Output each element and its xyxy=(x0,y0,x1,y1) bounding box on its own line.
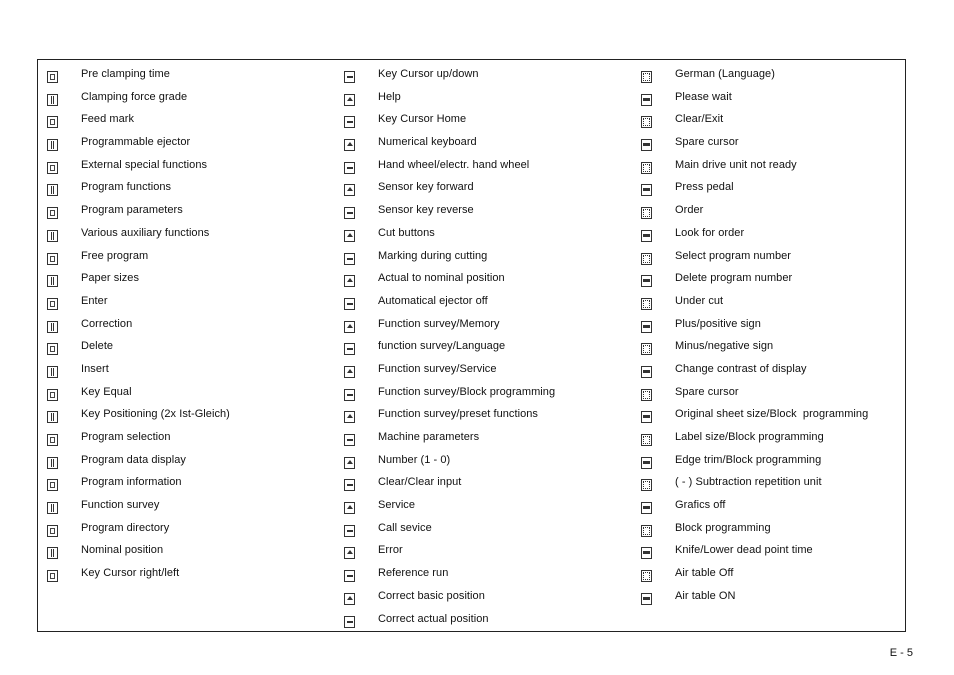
legend-label: Grafics off xyxy=(675,499,726,512)
legend-label: Look for order xyxy=(675,226,745,239)
key-cursor-right-left-icon xyxy=(47,570,58,582)
legend-label: Delete xyxy=(81,340,114,353)
legend-label: Reference run xyxy=(378,567,449,580)
legend-row xyxy=(341,337,631,360)
minus-sign-icon xyxy=(641,343,652,355)
paper-sizes-icon xyxy=(47,275,58,287)
legend-label: Key Cursor Home xyxy=(378,113,467,126)
legend-label: Service xyxy=(378,499,416,512)
legend-row xyxy=(44,156,334,179)
order-icon xyxy=(641,207,652,219)
number-icon xyxy=(344,457,355,469)
legend-row xyxy=(44,224,334,247)
marking-during-cutting-icon xyxy=(344,253,355,265)
look-for-order-icon xyxy=(641,230,652,242)
legend-label: Call sevice xyxy=(378,521,432,534)
legend-label: Function survey/Memory xyxy=(378,317,500,330)
legend-label: Pre clamping time xyxy=(81,68,170,80)
legend-label: Correction xyxy=(81,317,133,330)
legend-row xyxy=(638,519,903,542)
legend-label: Number (1 - 0) xyxy=(378,453,451,466)
under-cut-icon xyxy=(641,298,652,310)
legend-label: Machine parameters xyxy=(378,431,480,443)
function-survey-service-icon xyxy=(344,366,355,378)
free-program-icon xyxy=(47,253,58,265)
column-3 xyxy=(638,65,903,610)
program-parameters-icon xyxy=(47,207,58,219)
legend-label: Original sheet size/Block programming xyxy=(675,408,869,421)
legend-row xyxy=(44,315,334,338)
legend-row xyxy=(638,133,903,156)
edge-trim-icon xyxy=(641,457,652,469)
subtraction-repetition-unit-icon xyxy=(641,479,652,491)
legend-label: Automatical ejector off xyxy=(378,294,488,307)
program-directory-icon xyxy=(47,525,58,537)
legend-label: Free program xyxy=(81,249,149,262)
legend-row xyxy=(341,405,631,428)
legend-label: Key Equal xyxy=(81,385,132,398)
legend-row xyxy=(638,383,903,406)
program-information-icon xyxy=(47,479,58,491)
legend-label: Delete program number xyxy=(675,272,793,285)
legend-row xyxy=(44,247,334,270)
function-survey-block-programming-icon xyxy=(344,389,355,401)
key-cursor-home-icon xyxy=(344,116,355,128)
machine-parameters-icon xyxy=(344,434,355,446)
function-survey-preset-functions-icon xyxy=(344,411,355,423)
legend-row xyxy=(44,383,334,406)
press-pedal-icon xyxy=(641,184,652,196)
main-drive-unit-not-ready-icon xyxy=(641,162,652,174)
change-contrast-icon xyxy=(641,366,652,378)
legend-label: Function survey/Block programming xyxy=(378,385,556,398)
legend-row xyxy=(44,496,334,519)
legend-label: Knife/Lower dead point time xyxy=(675,544,813,557)
legend-label: External special functions xyxy=(81,158,208,171)
legend-label: Under cut xyxy=(675,294,724,307)
legend-row xyxy=(44,337,334,360)
legend-label: Sensor key forward xyxy=(378,181,474,194)
legend-label: Hand wheel/electr. hand wheel xyxy=(378,158,530,171)
legend-row xyxy=(341,269,631,292)
legend-label: Numerical keyboard xyxy=(378,136,477,149)
cut-buttons-icon xyxy=(344,230,355,242)
legend-row xyxy=(341,383,631,406)
legend-row xyxy=(44,133,334,156)
call-service-icon xyxy=(344,525,355,537)
legend-label: Block programming xyxy=(675,521,771,534)
sensor-key-reverse-icon xyxy=(344,207,355,219)
legend-label: Air table Off xyxy=(675,567,734,580)
legend-row xyxy=(638,428,903,451)
program-selection-icon xyxy=(47,434,58,446)
legend-row xyxy=(638,541,903,564)
legend-label: Program selection xyxy=(81,431,171,443)
legend-row xyxy=(341,133,631,156)
insert-icon xyxy=(47,366,58,378)
legend-label: Correct actual position xyxy=(378,612,489,625)
legend-row xyxy=(341,224,631,247)
legend-row xyxy=(638,292,903,315)
legend-row xyxy=(638,587,903,610)
legend-label: Paper sizes xyxy=(81,272,140,285)
help-icon xyxy=(344,94,355,106)
actual-to-nominal-position-icon xyxy=(344,275,355,287)
function-survey-memory-icon xyxy=(344,321,355,333)
legend-row xyxy=(341,201,631,224)
correct-actual-position-icon xyxy=(344,616,355,628)
legend-label: Key Cursor right/left xyxy=(81,567,180,580)
legend-row xyxy=(44,65,334,88)
legend-row xyxy=(44,88,334,111)
legend-label: Program data display xyxy=(81,453,186,466)
legend-row xyxy=(638,178,903,201)
legend-label: Cut buttons xyxy=(378,226,435,239)
page-number: E - 5 xyxy=(889,647,913,659)
legend-row xyxy=(341,110,631,133)
legend-row xyxy=(638,247,903,270)
legend-row xyxy=(44,292,334,315)
external-special-functions-icon xyxy=(47,162,58,174)
program-functions-icon xyxy=(47,184,58,196)
numerical-keyboard-icon xyxy=(344,139,355,151)
legend-label: Main drive unit not ready xyxy=(675,158,797,171)
legend-row xyxy=(341,541,631,564)
legend-label: Clear/Clear input xyxy=(378,476,462,489)
symbol-legend-table xyxy=(37,59,906,632)
legend-label: Enter xyxy=(81,294,108,307)
various-auxiliary-functions-icon xyxy=(47,230,58,242)
legend-row xyxy=(638,201,903,224)
spare-cursor-icon xyxy=(641,139,652,151)
column-2 xyxy=(341,65,631,632)
legend-label: Program functions xyxy=(81,181,172,194)
legend-label: Help xyxy=(378,90,401,103)
legend-row xyxy=(44,564,334,587)
legend-row xyxy=(341,496,631,519)
legend-label: Various auxiliary functions xyxy=(81,226,210,239)
reference-run-icon xyxy=(344,570,355,582)
legend-label: Change contrast of display xyxy=(675,362,807,375)
grafics-off-icon xyxy=(641,502,652,514)
legend-label: Program information xyxy=(81,476,182,489)
label-size-icon xyxy=(641,434,652,446)
legend-label: Program parameters xyxy=(81,204,183,217)
legend-row xyxy=(44,473,334,496)
legend-row xyxy=(44,405,334,428)
legend-row xyxy=(341,428,631,451)
enter-icon xyxy=(47,298,58,310)
legend-row xyxy=(341,292,631,315)
pre-clamping-time-icon xyxy=(47,71,58,83)
legend-label: Plus/positive sign xyxy=(675,317,761,330)
legend-row xyxy=(638,110,903,133)
legend-label: Order xyxy=(675,204,704,217)
legend-row xyxy=(341,247,631,270)
select-program-number-icon xyxy=(641,253,652,265)
legend-row xyxy=(341,519,631,542)
legend-label: Function survey/Service xyxy=(378,362,497,375)
column-1 xyxy=(44,65,334,587)
legend-row xyxy=(638,405,903,428)
legend-row xyxy=(44,428,334,451)
function-survey-icon xyxy=(47,502,58,514)
legend-label: German (Language) xyxy=(675,68,775,80)
air-table-on-icon xyxy=(641,593,652,605)
legend-label: Please wait xyxy=(675,90,732,103)
legend-label: Sensor key reverse xyxy=(378,204,474,217)
please-wait-icon xyxy=(641,94,652,106)
legend-row xyxy=(638,496,903,519)
clear-clear-input-icon xyxy=(344,479,355,491)
legend-row xyxy=(638,156,903,179)
legend-row xyxy=(44,269,334,292)
legend-row xyxy=(44,360,334,383)
legend-row xyxy=(638,269,903,292)
legend-row xyxy=(341,315,631,338)
legend-row xyxy=(638,451,903,474)
key-equal-icon xyxy=(47,389,58,401)
legend-label: Insert xyxy=(81,362,109,375)
feed-mark-icon xyxy=(47,116,58,128)
legend-row xyxy=(638,337,903,360)
legend-row xyxy=(341,156,631,179)
legend-label: Spare cursor xyxy=(675,136,739,149)
programmable-ejector-icon xyxy=(47,139,58,151)
program-data-display-icon xyxy=(47,457,58,469)
correct-basic-position-icon xyxy=(344,593,355,605)
legend-row xyxy=(341,451,631,474)
legend-label: Program directory xyxy=(81,521,170,534)
legend-row xyxy=(638,564,903,587)
legend-row xyxy=(638,315,903,338)
legend-row xyxy=(44,519,334,542)
automatical-ejector-off-icon xyxy=(344,298,355,310)
legend-row xyxy=(638,224,903,247)
legend-row xyxy=(341,65,631,88)
clamping-force-grade-icon xyxy=(47,94,58,106)
legend-row xyxy=(638,360,903,383)
german-language-icon xyxy=(641,71,652,83)
block-programming-icon xyxy=(641,525,652,537)
key-positioning-icon xyxy=(47,411,58,423)
legend-label: Nominal position xyxy=(81,544,164,557)
legend-row xyxy=(638,65,903,88)
legend-row xyxy=(44,451,334,474)
legend-row xyxy=(341,360,631,383)
legend-label: ( - ) Subtraction repetition unit xyxy=(675,476,822,489)
legend-label: Label size/Block programming xyxy=(675,431,824,443)
clear-exit-icon xyxy=(641,116,652,128)
nominal-position-icon xyxy=(47,547,58,559)
delete-program-number-icon xyxy=(641,275,652,287)
delete-icon xyxy=(47,343,58,355)
legend-row xyxy=(341,610,631,633)
legend-label: Feed mark xyxy=(81,113,135,126)
legend-row xyxy=(341,178,631,201)
key-cursor-up-down-icon xyxy=(344,71,355,83)
knife-lower-dead-point-icon xyxy=(641,547,652,559)
legend-label: Minus/negative sign xyxy=(675,340,774,353)
service-icon xyxy=(344,502,355,514)
plus-sign-icon xyxy=(641,321,652,333)
legend-label: Marking during cutting xyxy=(378,249,488,262)
legend-row xyxy=(638,88,903,111)
legend-label: Function survey xyxy=(81,499,160,512)
sensor-key-forward-icon xyxy=(344,184,355,196)
legend-label: Press pedal xyxy=(675,181,734,194)
legend-row xyxy=(341,564,631,587)
legend-label: Key Cursor up/down xyxy=(378,68,479,80)
function-survey-language-icon xyxy=(344,343,355,355)
legend-row xyxy=(341,88,631,111)
correction-icon xyxy=(47,321,58,333)
air-table-off-icon xyxy=(641,570,652,582)
legend-label: Key Positioning (2x Ist-Gleich) xyxy=(81,408,230,421)
legend-label: Programmable ejector xyxy=(81,136,191,149)
hand-wheel-icon xyxy=(344,162,355,174)
legend-row xyxy=(341,587,631,610)
original-sheet-size-icon xyxy=(641,411,652,423)
error-icon xyxy=(344,547,355,559)
legend-label: Spare cursor xyxy=(675,385,739,398)
legend-label: Air table ON xyxy=(675,589,736,602)
legend-label: Actual to nominal position xyxy=(378,272,505,285)
legend-row xyxy=(44,541,334,564)
legend-label: Error xyxy=(378,544,403,557)
spare-cursor-2-icon xyxy=(641,389,652,401)
legend-row xyxy=(638,473,903,496)
legend-label: Clamping force grade xyxy=(81,90,188,103)
legend-label: Function survey/preset functions xyxy=(378,408,538,421)
legend-row xyxy=(44,178,334,201)
legend-label: Edge trim/Block programming xyxy=(675,453,822,466)
legend-label: Correct basic position xyxy=(378,589,485,602)
legend-row xyxy=(44,201,334,224)
legend-row xyxy=(44,110,334,133)
legend-label: function survey/Language xyxy=(378,340,506,353)
legend-label: Select program number xyxy=(675,249,791,262)
legend-row xyxy=(341,473,631,496)
legend-label: Clear/Exit xyxy=(675,113,724,126)
